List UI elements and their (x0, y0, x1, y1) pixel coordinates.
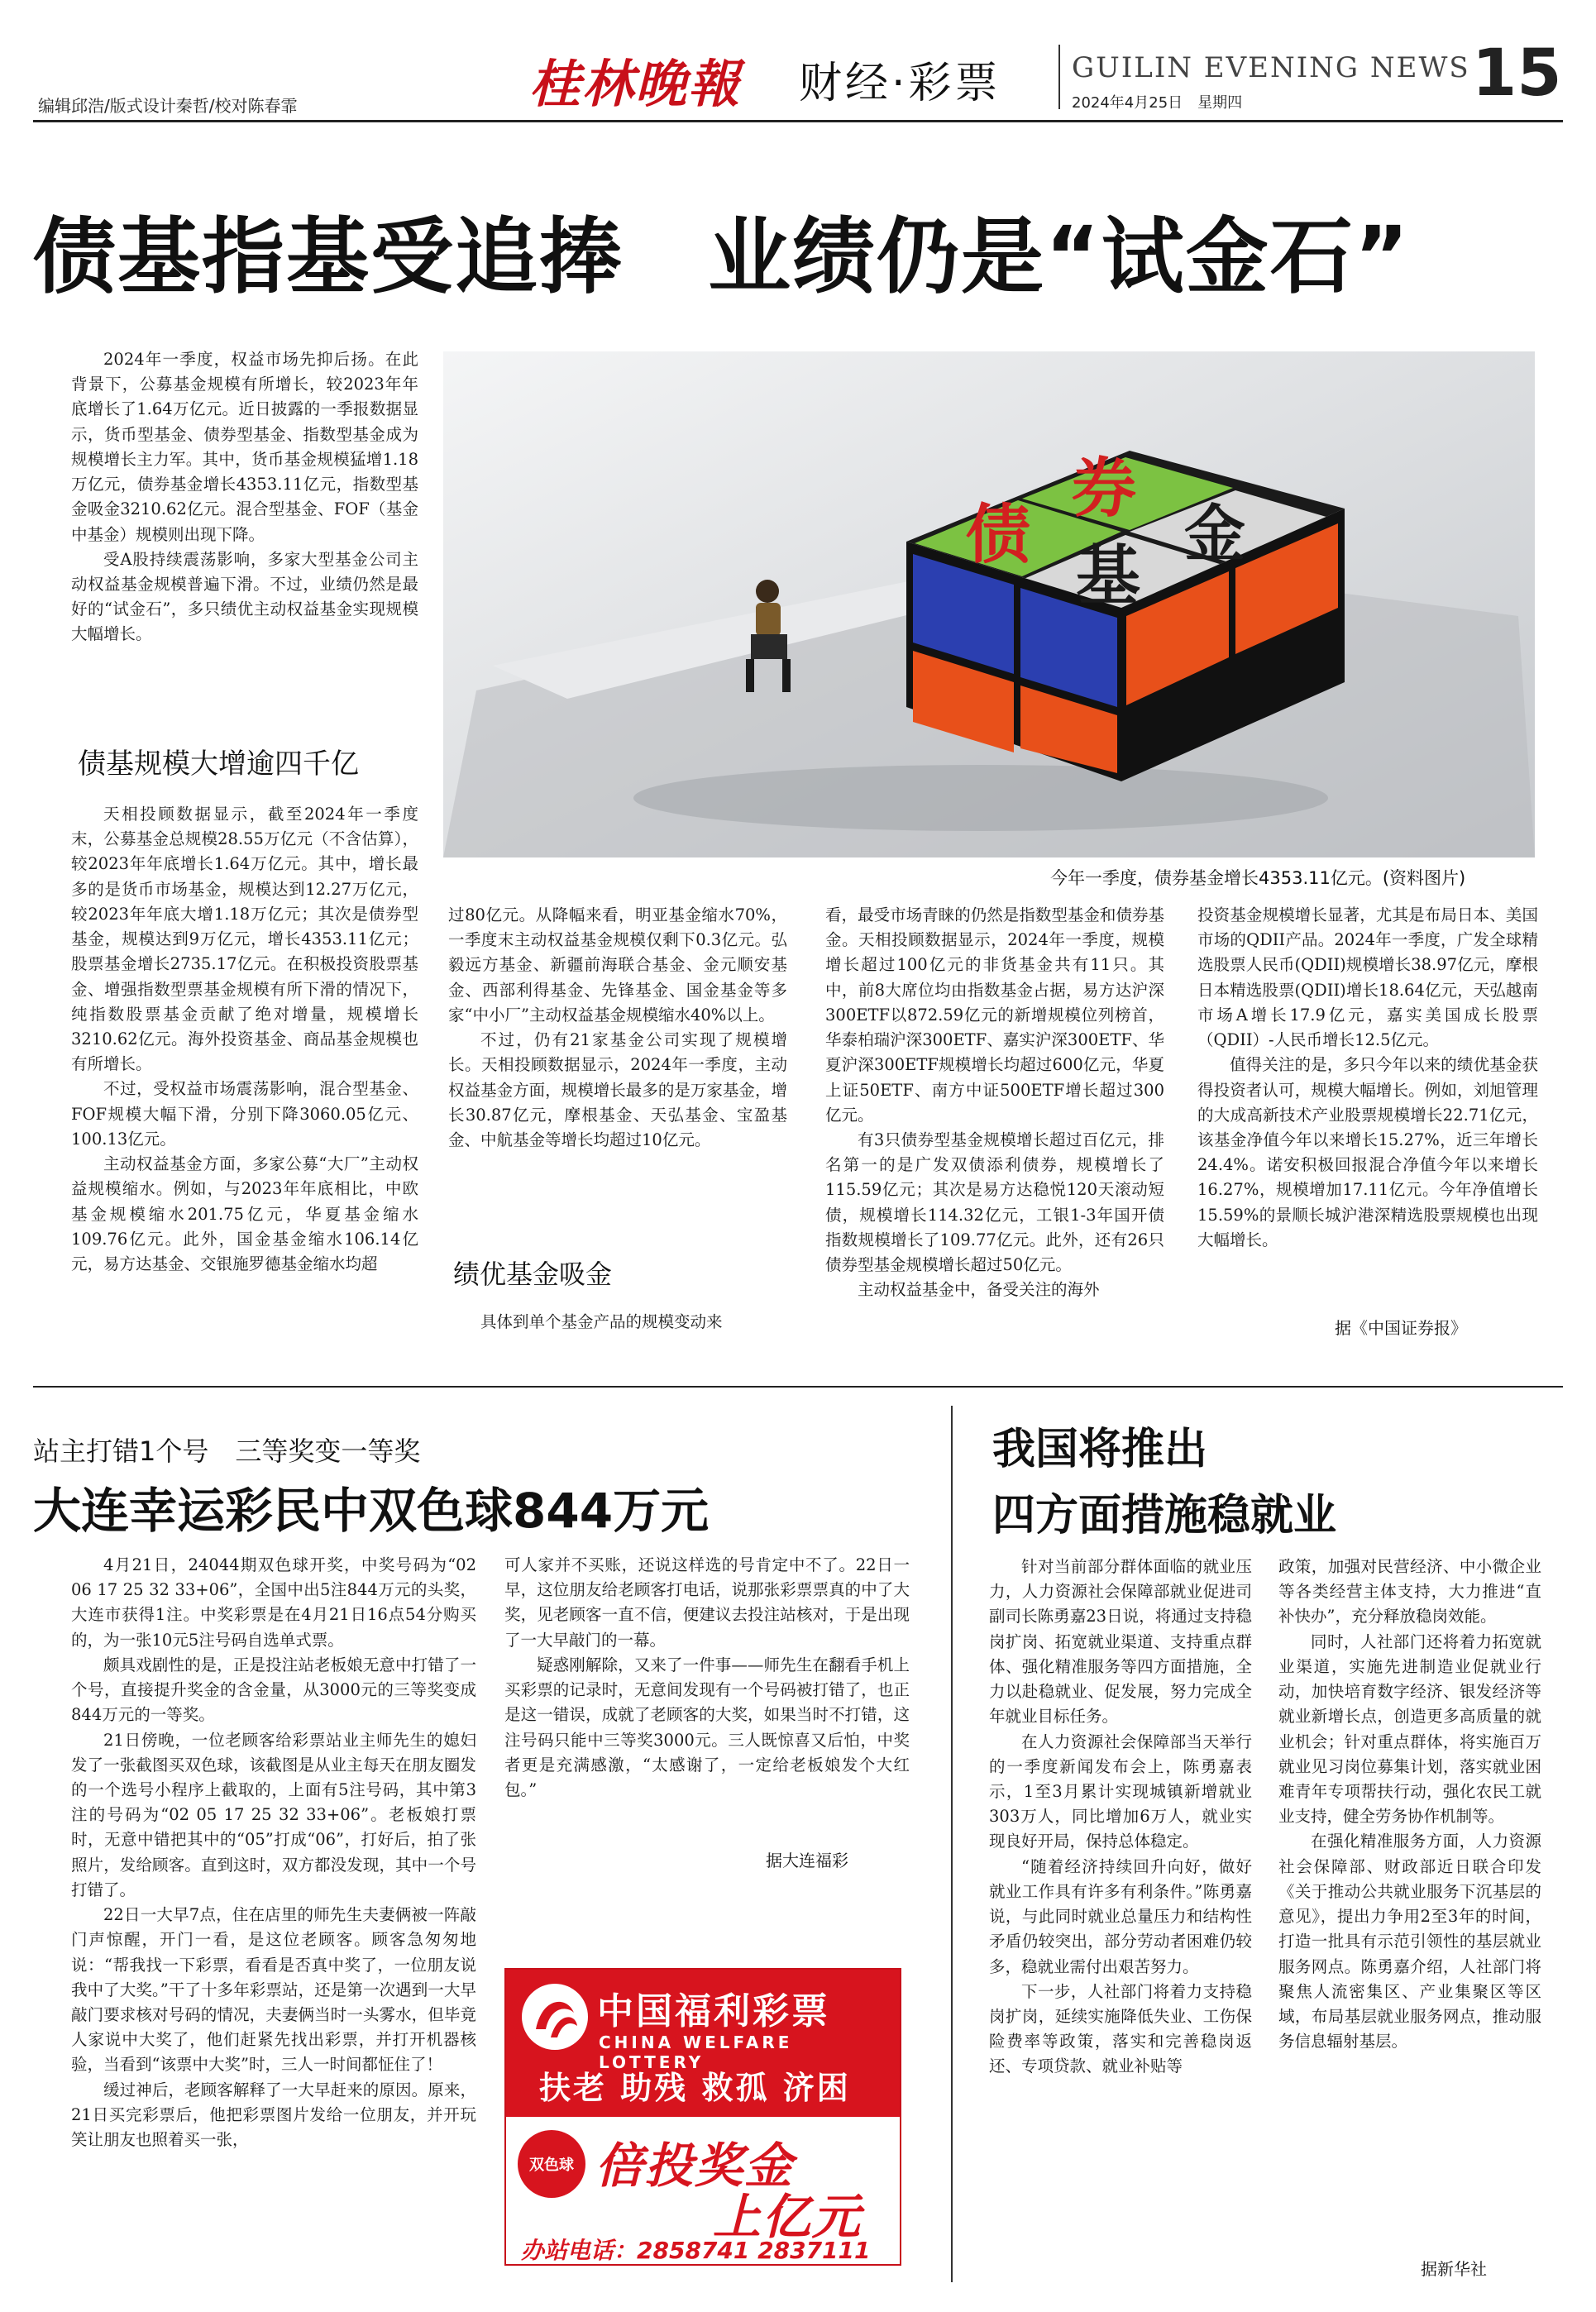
article3-source: 据新华社 (1421, 2259, 1487, 2279)
paragraph: 投资基金规模增长显著，尤其是布局日本、美国市场的QDII产品。2024年一季度，广发全球精选股票人民币(QDII)规模增长38.97亿元，摩根日本精选股票(QDII)增长18.64亿元，天弘越南市场A增长17.9亿元，嘉实美国成长股票（QDII）-人民币增长12.5亿元。 (1197, 905, 1538, 1050)
article2-column-2 (504, 1553, 910, 1803)
double-color-ball-badge (518, 2130, 585, 2198)
paragraph: 不过，仍有21家基金公司实现了规模增长。天相投顾数据显示，2024年一季度，主动权益基金方面，规模增长最多的是万家基金，增长30.87亿元，摩根基金、天弘基金、宝盈基金、中航基金等增长均超过10亿元。 (448, 1030, 787, 1149)
paragraph: 具体到单个基金产品的规模变动来 (480, 1312, 723, 1331)
paragraph: 2024年一季度，权益市场先抑后扬。在此背景下，公募基金规模有所增长，较2023年年底增长了1.64万亿元。近日披露的一季报数据显示，货币型基金、债券型基金、指数型基金成为规模增长主力军。其中，货币基金规模猛增1.18万亿元，债券基金增长4353.11亿元，指数型基金吸金3210.62亿元。混合型基金、FOF（基金中基金）规模则出现下降。 (71, 350, 418, 544)
cube-tile-zhai: 债 (966, 498, 1031, 572)
ad-promo-line-2: 上亿元 (713, 2189, 863, 2245)
cube-tile-ji: 基 (1076, 539, 1141, 614)
paragraph: 可人家并不买账，还说这样选的号肯定中不了。22日一早，这位朋友给老顾客打电话，说那张彩票票真的中了大奖，见老顾客一直不信，便建议去投注站核对，于是出现了一大早敲门的一幕。 (504, 1555, 910, 1650)
section-title: 财经·彩票 (799, 59, 1001, 108)
paragraph: 在强化精准服务方面，人力资源社会保障部、财政部近日联合印发《关于推动公共就业服务下沉基层的意见》，提出力争用2至3年的时间，打造一批具有示范引领性的基层就业服务网点。陈勇嘉介绍，人社部门将聚焦人流密集区、产业集聚区等区域，布局基层就业服务网点，推动服务信息辐射基层。 (1278, 1832, 1541, 2052)
masthead-divider (1058, 45, 1060, 109)
article3-column-1 (989, 1555, 1252, 2080)
article2-column-1 (71, 1553, 476, 2152)
paragraph: 颇具戏剧性的是，正是投注站老板娘无意中打错了一个号，直接提升奖金的含金量，从3000元的三等奖变成844万元的一等奖。 (71, 1655, 476, 1725)
section-divider (33, 1386, 1563, 1388)
paragraph: 针对当前部分群体面临的就业压力，人力资源社会保障部就业促进司副司长陈勇嘉23日说，将通过支持稳岗扩岗、拓宽就业渠道、支持重点群体、强化精准服务等四方面措施，全力以赴稳就业、促发展，努力完成全年就业目标任务。 (989, 1557, 1252, 1727)
paragraph: 主动权益基金方面，多家公募“大厂”主动权益规模缩水。例如，与2023年年底相比，中欧基金规模缩水201.75亿元，华夏基金缩水109.76亿元。此外，国金基金缩水106.14亿元，易方达基金、交银施罗德基金缩水均超 (71, 1154, 418, 1273)
article2-headline: 大连幸运彩民中双色球844万元 (33, 1483, 710, 1539)
badge-label: 双色球 (529, 2157, 574, 2174)
paragraph: 疑惑刚解除，又来了一件事——师先生在翻看手机上买彩票的记录时，无意间发现有一个号码被打错了，也正是这一错误，成就了老顾客的大奖，如果当时不打错，这注号码只能中三等奖3000元。三人既惊喜又后怕，中奖者更是充满感激，“太感谢了，一定给老板娘发个大红包。” (504, 1655, 910, 1799)
paragraph: 有3只债券型基金规模增长超过百亿元，排名第一的是广发双债添利债券，规模增长了115.59亿元；其次是易方达稳悦120天滚动短债，规模增长114.32亿元，工银1-3年国开债指数规模增长了109.77亿元。此外，还有26只债券型基金规模增长超过50亿元。 (825, 1130, 1164, 1275)
paragraph: 缓过神后，老顾客解释了一大早赶来的原因。原来，21日买完彩票后，他把彩票图片发给一位朋友，并开玩笑让朋友也照着买一张， (71, 2080, 476, 2150)
cube-tile-jin: 金 (1184, 499, 1245, 570)
ad-promo-line-1: 倍投奖金 (595, 2138, 795, 2194)
article-photo (443, 351, 1535, 857)
ad-banner (506, 1970, 900, 2117)
article1-column-1 (71, 802, 418, 1277)
paragraph: 22日一大早7点，住在店里的师先生夫妻俩被一阵敲门声惊醒，开门一看，是这位老顾客。顾客急匆匆地说：“帮我找一下彩票，看看是否真中奖了，一位朋友说我中了大奖。”干了十多年彩票站，还是第一次遇到一大早敲门要求核对号码的情况，夫妻俩当时一头雾水，但毕竟人家说中大奖了，他们赶紧先找出彩票，并打开机器核验，当看到“该票中大奖”时，三人一时间都怔住了！ (71, 1905, 476, 2075)
article1-column-3 (825, 903, 1164, 1303)
welfare-lottery-ad (504, 1968, 901, 2266)
paragraph: 主动权益基金中，备受关注的海外 (858, 1280, 1100, 1300)
paragraph: 4月21日，24044期双色球开奖，中奖号码为“02 06 17 25 32 33+06”，全国中出5注844万元的头奖，大连市获得1注。中奖彩票是在4月21日16点54分购买的，为一张10元5注号码自选单式票。 (71, 1555, 476, 1650)
paragraph: 受A股持续震荡影响，多家大型基金公司主动权益基金规模普遍下滑。不过，业绩仍然是最好的“试金石”，多只绩优主动权益基金实现规模大幅增长。 (71, 549, 418, 644)
photo-caption: 今年一季度，债券基金增长4353.11亿元。(资料图片) (1050, 868, 1466, 888)
paragraph: 政策，加强对民营经济、中小微企业等各类经营主体支持，大力推进“直补快办”，充分释放稳岗效能。 (1278, 1557, 1541, 1627)
welfare-lottery-logo-icon (518, 1980, 592, 2054)
subhead-bond-growth: 债基规模大增逾四千亿 (78, 748, 359, 781)
ad-brand-name-en: CHINA WELFARE LOTTERY (599, 2033, 793, 2072)
article3-headline-line2: 四方面措施稳就业 (992, 1491, 1337, 1541)
issue-date: 2024年4月25日 星期四 (1072, 94, 1243, 112)
newspaper-logo: 桂林晚報 (529, 54, 742, 114)
ad-phone: 办站电话：2858741 2837111 (521, 2237, 871, 2264)
paragraph: 在人力资源社会保障部当天举行的一季度新闻发布会上，陈勇嘉表示，1至3月累计实现城镇新增就业303万人，同比增加6万人，就业实现良好开局，保持总体稳定。 (989, 1732, 1252, 1851)
paragraph: “随着经济持续回升向好，做好就业工作具有许多有利条件。”陈勇嘉说，与此同时就业总量压力和结构性矛盾仍较突出，部分劳动者困难仍较多，稳就业需付出艰苦努力。 (989, 1856, 1252, 1976)
main-headline: 债基指基受追捧 业绩仍是“试金石” (33, 208, 1411, 305)
paragraph: 天相投顾数据显示，截至2024年一季度末，公募基金总规模28.55万亿元（不含估算），较2023年年底增长1.64万亿元。其中，增长最多的是货币市场基金，规模达到12.27万亿元，较2023年年底大增1.18万亿元；其次是债券型基金，规模达到9万亿元，增长4353.11亿元；股票基金增长2735.17亿元。在积极投资股票基金、增强指数型票基金规模有所下滑的情况下，纯指数股票基金贡献了绝对增量，规模增长3210.62亿元。海外投资基金、商品基金规模也有所增长。 (71, 805, 418, 1074)
ad-brand-name: 中国福利彩票 (597, 1990, 830, 2033)
paragraph: 值得关注的是，多只今年以来的绩优基金获得投资者认可，规模大幅增长。例如，刘旭管理的大成高新技术产业股票规模增长22.71亿元，该基金净值今年以来增长15.27%，近三年增长24.4%。诺安积极回报混合净值今年以来增长16.27%，规模增加17.11亿元。今年净值增长15.59%的景顺长城沪港深精选股票规模也出现大幅增长。 (1197, 1055, 1538, 1249)
article1-intro (71, 347, 418, 647)
cube-tile-quan: 券 (1072, 451, 1137, 526)
paragraph: 同时，人社部门还将着力拓宽就业渠道，实施先进制造业促就业行动，加快培育数字经济、银发经济等就业新增长点，创造更多高质量的就业机会；针对重点群体，将实施百万就业见习岗位募集计划，落实就业困难青年专项帮扶行动，强化农民工就业支持，健全劳务协作机制等。 (1278, 1631, 1541, 1827)
column-divider (951, 1406, 953, 2282)
editor-credits: 编辑邱浩/版式设计秦哲/校对陈春霏 (38, 96, 298, 116)
article1-source: 据《中国证券报》 (1335, 1318, 1467, 1338)
paragraph: 下一步，人社部门将着力支持稳岗扩岗，延续实施降低失业、工伤保险费率等政策，落实和完善稳岗返还、专项贷款、就业补贴等 (989, 1981, 1252, 2076)
article1-column-4 (1197, 903, 1538, 1253)
ad-slogan: 扶老 助残 救孤 济困 (539, 2070, 851, 2106)
article2-kicker: 站主打错1个号 三等奖变一等奖 (33, 1435, 421, 1467)
paragraph: 看，最受市场青睐的仍然是指数型基金和债券基金。天相投顾数据显示，2024年一季度，规模增长超过100亿元的非货基金共有11只。其中，前8大席位均由指数基金占据，易方达沪深300ETF以872.59亿元的新增规模位列榜首，华泰柏瑞沪深300ETF、嘉实沪深300ETF、华夏沪深300ETF规模增长均超过600亿元，华夏上证50ETF、南方中证500ETF增长超过300亿元。 (825, 905, 1164, 1125)
paper-name-en: GUILIN EVENING NEWS (1072, 51, 1470, 84)
article3-column-2 (1278, 1555, 1541, 2054)
paragraph: 不过，受权益市场震荡影响，混合型基金、FOF规模大幅下滑，分别下降3060.05亿元、100.13亿元。 (71, 1079, 418, 1149)
article3-headline-line1: 我国将推出 (992, 1425, 1208, 1474)
masthead-rule (33, 120, 1563, 122)
masthead (0, 0, 1596, 124)
article2-source: 据大连福彩 (766, 1851, 848, 1870)
article1-column-2b (448, 1310, 787, 1335)
page-number: 15 (1472, 36, 1562, 111)
subhead-top-funds: 绩优基金吸金 (453, 1259, 613, 1290)
article1-column-2 (448, 903, 787, 1153)
paragraph: 过80亿元。从降幅来看，明亚基金缩水70%，一季度末主动权益基金规模仅剩下0.3亿元。弘毅远方基金、新疆前海联合基金、金元顺安基金、西部利得基金、先锋基金、国金基金等多家“中小厂”主动权益基金规模缩水40%以上。 (448, 905, 787, 1025)
paragraph: 21日傍晚，一位老顾客给彩票站业主师先生的媳妇发了一张截图买双色球，该截图是从业主每天在朋友圈发的一个选号小程序上截取的，上面有5注号码，其中第3注的号码为“02 05 17 25 32 33+06”。老板娘打票时，无意中错把其中的“05”打成“06”，打好后，拍了张照片，发给顾客。直到这时，双方都没发现，其中一个号打错了。 (71, 1730, 476, 1899)
rubiks-cube-illustration (443, 351, 1535, 857)
